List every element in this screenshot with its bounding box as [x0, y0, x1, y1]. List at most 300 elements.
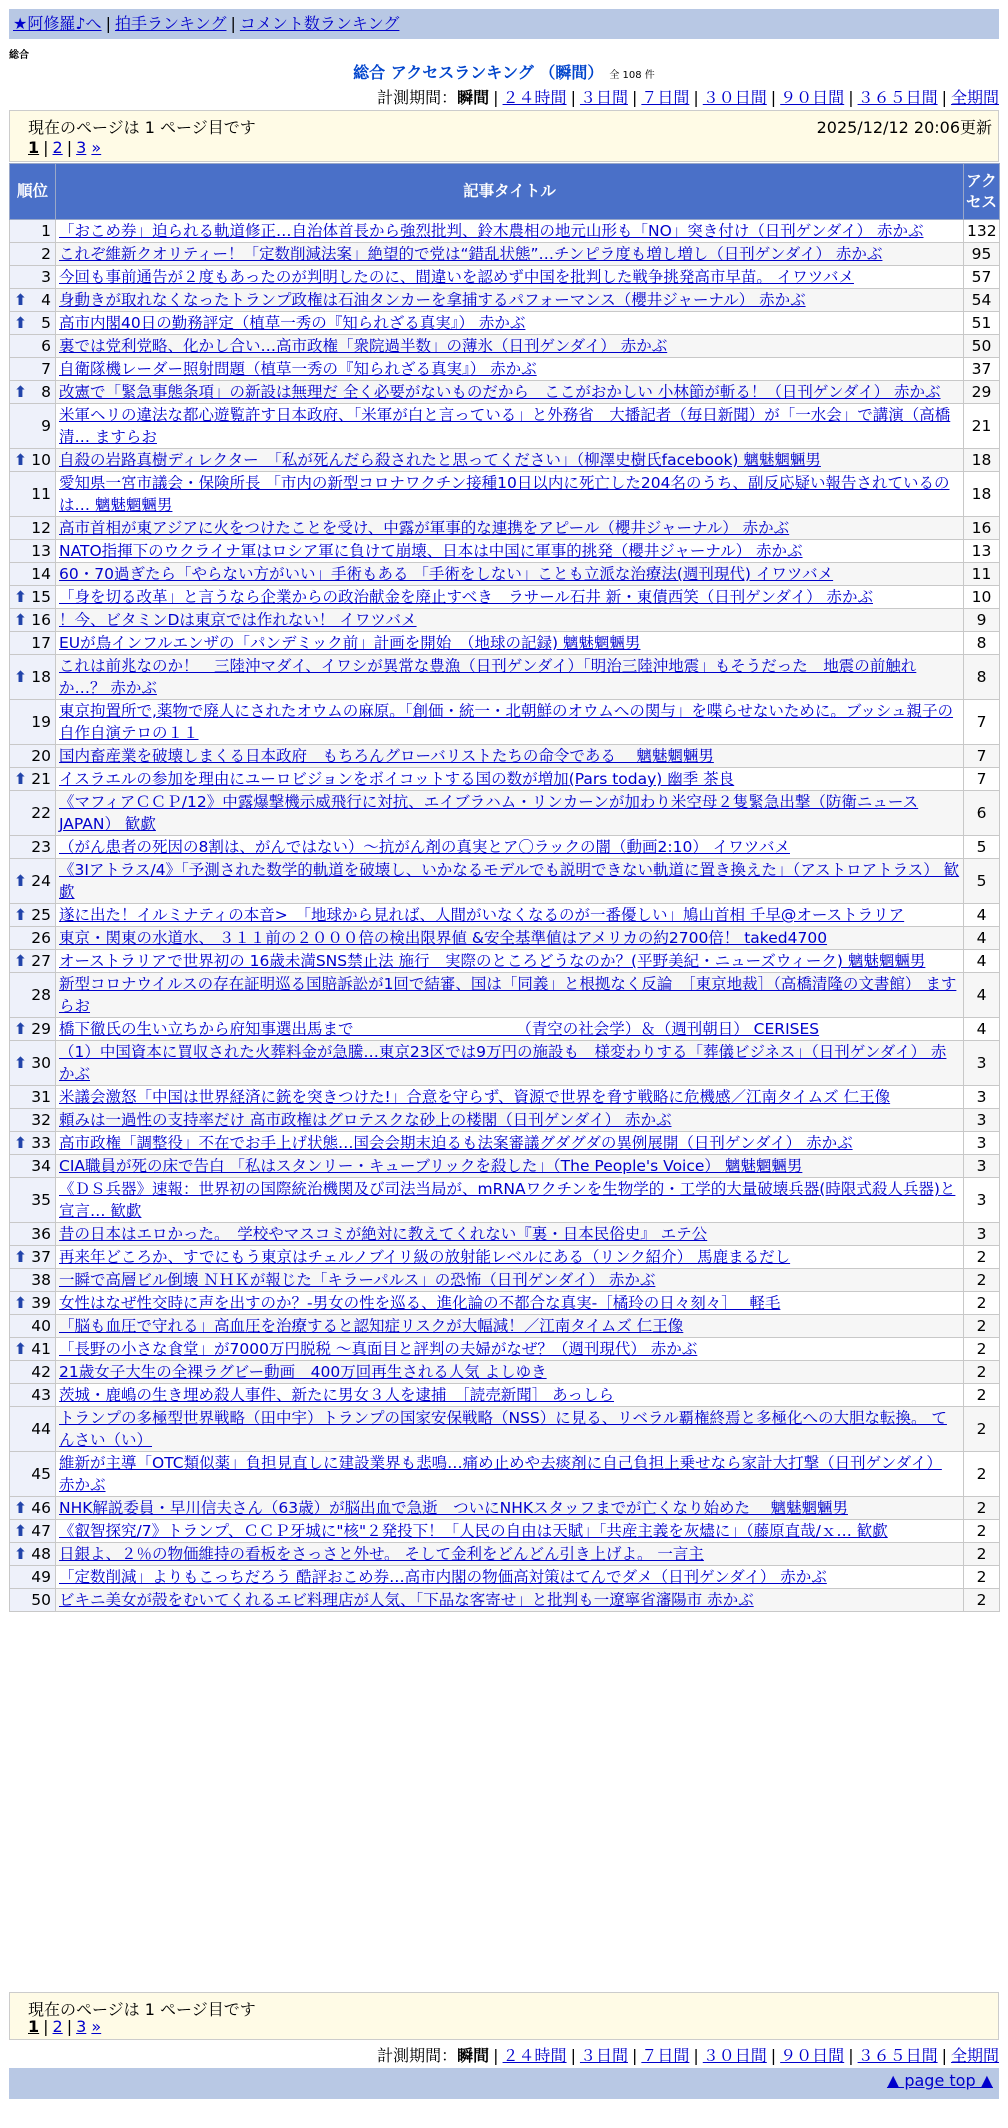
rank-number: 13: [31, 542, 51, 560]
access-count: 37: [964, 358, 1000, 381]
rank-number: 43: [31, 1386, 51, 1404]
period-separator: |: [941, 88, 947, 107]
arrow-up-icon: ⬆: [14, 1340, 27, 1358]
rank-number: 19: [31, 713, 51, 731]
article-title-link[interactable]: 21歳女子大生の全裸ラグビー動画 400万回再生される人気 よしゆき: [59, 1363, 547, 1381]
article-title-link[interactable]: 「長野の小さな食堂」が7000万円脱税 〜真面目と評判の夫婦がなぜ？（週刊現代） 赤かぶ: [59, 1340, 698, 1358]
article-title-link[interactable]: 「おこめ券」迫られる軌道修正…自治体首長から強烈批判、鈴木農相の地元山形も「NO」突き付け（日刊ゲンダイ） 赤かぶ: [59, 222, 924, 240]
access-count: 7: [964, 768, 1000, 791]
period-option-3[interactable]: ３０日間: [702, 2046, 767, 2065]
rank-number: 14: [31, 565, 51, 583]
pager-link-3[interactable]: 3: [76, 2017, 87, 2036]
rank-cell: [10, 791, 56, 836]
rank-cell: [10, 358, 56, 381]
rank-cell: [10, 609, 56, 632]
arrow-up-icon: ⬆: [14, 611, 27, 629]
access-count: 7: [964, 700, 1000, 745]
arrow-up-icon: ⬆: [14, 1134, 27, 1152]
title-cell: [56, 904, 964, 927]
table-row: [10, 1041, 1000, 1086]
title-cell: [56, 1543, 964, 1566]
period-selector-bottom: [377, 2043, 999, 2066]
article-title-link[interactable]: 茨城・鹿嶋の生き埋め殺人事件、新たに男女３人を逮捕 ［読売新聞］ あっしら: [59, 1386, 615, 1404]
title-cell: [56, 1566, 964, 1589]
rank-number: 38: [31, 1271, 51, 1289]
rank-number: 31: [31, 1088, 51, 1106]
header-access: アクセス: [964, 164, 1000, 220]
title-cell: [56, 1497, 964, 1520]
article-title-link[interactable]: 日銀よ、２％の物価維持の看板をさっさと外せ。 そして金利をどんどん引き上げよ。 一言主: [59, 1545, 704, 1563]
rank-number: 30: [31, 1054, 51, 1072]
table-row: [10, 1178, 1000, 1223]
title-cell: [56, 973, 964, 1018]
rank-number: 49: [31, 1568, 51, 1586]
title-cell: [56, 335, 964, 358]
access-count: 95: [964, 243, 1000, 266]
access-count: 2: [964, 1452, 1000, 1497]
table-row: [10, 220, 1000, 243]
article-title-link[interactable]: 米議会激怒「中国は世界経済に銃を突きつけた!」合意を守らず、資源で世界を脅す戦略に危機感／江南タイムズ 仁王像: [59, 1088, 891, 1106]
article-title-link[interactable]: 《3Iアトラス/4》「予測された数学的軌道を破壊し、いかなるモデルでも説明できない軌道に置き換えた」（アストロアトラス） 歓歔: [59, 861, 960, 901]
access-count: 4: [964, 950, 1000, 973]
table-row: [10, 655, 1000, 700]
article-title-link[interactable]: ビキニ美女が殻をむいてくれるエビ料理店が人気、「下品な客寄せ」と批判も一遼寧省瀋陽市 赤かぶ: [59, 1591, 754, 1609]
rank-cell: [10, 859, 56, 904]
rank-cell: [10, 289, 56, 312]
article-title-link[interactable]: 昔の日本はエロかった。 学校やマスコミが絶対に教えてくれない『裏・日本民俗史』 エテ公: [59, 1225, 708, 1243]
title-cell: [56, 1086, 964, 1109]
rank-number: 25: [31, 906, 51, 924]
period-option-1[interactable]: ３日間: [579, 2046, 628, 2065]
title-cell: [56, 381, 964, 404]
table-row: [10, 1155, 1000, 1178]
article-title-link[interactable]: 東京・関東の水道水、 ３１１前の２０００倍の検出限界値 &安全基準値はアメリカの約2700倍！ taked4700: [59, 929, 828, 947]
pager-link-2[interactable]: 2: [52, 138, 63, 157]
category-label: 総合: [9, 50, 29, 61]
article-title-link[interactable]: 維新が主導「OTC類似薬」負担見直しに建設業界も悲鳴…痛め止めや去痰剤に自己負担上乗せなら家計大打撃（日刊ゲンダイ） 赤かぶ: [59, 1454, 942, 1494]
title-cell: [56, 1178, 964, 1223]
title-cell: [56, 927, 964, 950]
period-option-2[interactable]: ７日間: [641, 2046, 690, 2065]
period-option-6[interactable]: 全期間: [950, 2046, 999, 2065]
title-cell: [56, 472, 964, 517]
article-title-link[interactable]: これぞ維新クオリティー！「定数削減法案」絶望的で党は“錯乱状態”…チンピラ度も増し増し（日刊ゲンダイ） 赤かぶ: [59, 245, 883, 263]
arrow-up-icon: ⬆: [14, 451, 27, 469]
rank-number: 3: [41, 268, 51, 286]
nav-link-comment-ranking[interactable]: コメント数ランキング: [239, 14, 400, 33]
table-row: [10, 1497, 1000, 1520]
table-row: [10, 791, 1000, 836]
article-title-link[interactable]: 女性はなぜ性交時に声を出すのか？-男女の性を巡る、進化論の不都合な真実-［橘玲の日々刻々］ 軽毛: [59, 1294, 781, 1312]
access-count: 18: [964, 472, 1000, 517]
period-option-5[interactable]: ３６５日間: [857, 2046, 938, 2065]
rank-number: 17: [31, 634, 51, 652]
rank-cell: [10, 655, 56, 700]
article-title-link[interactable]: 頼みは一過性の支持率だけ 高市政権はグロテスクな砂上の楼閣（日刊ゲンダイ） 赤かぶ: [59, 1111, 672, 1129]
title-cell: [56, 768, 964, 791]
pager-next[interactable]: »: [91, 2017, 102, 2036]
table-row: [10, 381, 1000, 404]
arrow-up-icon: ⬆: [14, 906, 27, 924]
rank-cell: [10, 1109, 56, 1132]
article-title-link[interactable]: 国内畜産業を破壊しまくる日本政府 もちろんグローバリストたちの命令である 魑魅魍魎男: [59, 747, 714, 765]
rank-cell: [10, 1223, 56, 1246]
rank-number: 22: [31, 804, 51, 822]
title-cell: [56, 1292, 964, 1315]
rank-number: 21: [31, 770, 51, 788]
article-title-link[interactable]: 高市政権「調整役」不在でお手上げ状態…国会会期末迫るも法案審議グダグダの異例展開（日刊ゲンダイ） 赤かぶ: [59, 1134, 853, 1152]
access-count: 9: [964, 609, 1000, 632]
rank-number: 1: [41, 222, 51, 240]
article-title-link[interactable]: 自殺の岩路真樹ディレクター 「私が死んだら殺されたと思ってください」（柳澤史樹氏facebook) 魑魅魍魎男: [59, 451, 821, 469]
rank-number: 46: [31, 1499, 51, 1517]
title-cell: [56, 1338, 964, 1361]
table-row: [10, 243, 1000, 266]
table-row: [10, 517, 1000, 540]
nav-link-clap-ranking[interactable]: 拍手ランキング: [114, 14, 227, 33]
access-count: 3: [964, 1086, 1000, 1109]
article-title-link[interactable]: 《ＤＳ兵器》速報：世界初の国際統治機関及び司法当局が、mRNAワクチンを生物学的・工学的大量破壊兵器(時限式殺人兵器)と宣言… 歓歔: [59, 1180, 956, 1220]
arrow-up-icon: ⬆: [14, 1499, 27, 1517]
title-cell: [56, 1269, 964, 1292]
table-row: [10, 1132, 1000, 1155]
access-count: 2: [964, 1315, 1000, 1338]
table-row: [10, 1338, 1000, 1361]
period-separator: |: [631, 88, 638, 107]
rank-cell: [10, 1520, 56, 1543]
rank-cell: [10, 1269, 56, 1292]
period-label: 計測期間：: [377, 2046, 458, 2065]
rank-number: 18: [31, 668, 51, 686]
title-cell: [56, 1109, 964, 1132]
article-title-link[interactable]: イスラエルの参加を理由にユーロビジョンをボイコットする国の数が増加(Pars today) 幽季 茶良: [59, 770, 735, 788]
title-cell: [56, 1223, 964, 1246]
access-count: 7: [964, 745, 1000, 768]
nav-link-home[interactable]: ★阿修羅♪へ: [13, 14, 102, 33]
article-title-link[interactable]: NHK解説委員・早川信夫さん（63歳）が脳出血で急逝 ついにNHKスタッフまでが亡くなり始めた 魑魅魍魎男: [59, 1499, 848, 1517]
article-title-link[interactable]: オーストラリアで世界初の 16歳未満SNS禁止法 施行 実際のところどうなのか？(平野美紀・ニューズウィーク) 魑魅魍魎男: [59, 952, 926, 970]
ranking-title: 総合 アクセスランキング （瞬間）: [353, 63, 604, 82]
access-count: 2: [964, 1407, 1000, 1452]
article-title-link[interactable]: 「定数削減」よりもこっちだろう 酷評おこめ券…高市内閣の物価高対策はてんでダメ（日刊ゲンダイ） 赤かぶ: [59, 1568, 827, 1586]
table-row: [10, 289, 1000, 312]
rank-cell: [10, 1041, 56, 1086]
rank-number: 26: [31, 929, 51, 947]
article-title-link[interactable]: 新型コロナウイルスの存在証明巡る国賠訴訟が1回で結審、国は「同義」と根拠なく反論 ［東京地裁］（高橋清隆の文書館） ますらお: [59, 975, 957, 1015]
access-count: 3: [964, 1109, 1000, 1132]
access-count: 3: [964, 1178, 1000, 1223]
rank-cell: [10, 1566, 56, 1589]
rank-number: 33: [31, 1134, 51, 1152]
rank-cell: [10, 1086, 56, 1109]
access-count: 2: [964, 1292, 1000, 1315]
access-count: 5: [964, 836, 1000, 859]
article-title-link[interactable]: ！今、ビタミンDは東京では作れない！ イワツバメ: [59, 611, 417, 629]
rank-cell: [10, 266, 56, 289]
article-title-link[interactable]: 自衛隊機レーダー照射問題（植草一秀の『知られざる真実』） 赤かぶ: [59, 360, 537, 378]
period-separator: |: [693, 2046, 699, 2065]
access-count: 132: [964, 220, 1000, 243]
table-row: [10, 540, 1000, 563]
access-count: 13: [964, 540, 1000, 563]
title-cell: [56, 1520, 964, 1543]
period-separator: |: [848, 88, 854, 107]
rank-cell: [10, 745, 56, 768]
article-title-link[interactable]: （がん患者の死因の8割は、がんではない）〜抗がん剤の真実とア〇ラックの闇（動画2:10） イワツバメ: [59, 838, 790, 856]
article-title-link[interactable]: NATO指揮下のウクライナ軍はロシア軍に負けて崩壊、日本は中国に軍事的挑発（櫻井ジャーナル） 赤かぶ: [59, 542, 803, 560]
article-title-link[interactable]: 60・70過ぎたら「やらない方がいい」手術もある 「手術をしない」ことも立派な治療法(週刊現代) イワツバメ: [59, 565, 834, 583]
access-count: 2: [964, 1269, 1000, 1292]
rank-cell: [10, 243, 56, 266]
article-title-link[interactable]: 遂に出た！イルミナティの本音> 「地球から見れば、人間がいなくなるのが一番優しい」鳩山首相 千早@オーストラリア: [59, 906, 905, 924]
pager-next[interactable]: »: [91, 138, 102, 157]
period-option-0[interactable]: ２４時間: [502, 2046, 567, 2065]
article-title-link[interactable]: 「身を切る改革」と言うなら企業からの政治献金を廃止すべき ラサール石井 新・東債西笑（日刊ゲンダイ） 赤かぶ: [59, 588, 873, 606]
pager-bottom: [28, 2017, 101, 2036]
bottom-bar: [9, 2068, 999, 2099]
ranking-title-block: [0, 60, 1008, 83]
rank-cell: [10, 472, 56, 517]
rank-number: 42: [31, 1363, 51, 1381]
title-cell: [56, 1361, 964, 1384]
title-cell: [56, 1132, 964, 1155]
rank-number: 4: [41, 291, 51, 309]
table-row: [10, 973, 1000, 1018]
page-info-panel-bottom: [9, 1992, 999, 2040]
rank-cell: [10, 904, 56, 927]
arrow-up-icon: ⬆: [14, 1522, 27, 1540]
period-separator: |: [941, 2046, 947, 2065]
title-cell: [56, 859, 964, 904]
table-row: [10, 335, 1000, 358]
title-cell: [56, 404, 964, 449]
article-title-link[interactable]: トランプの多極型世界戦略（田中宇）トランプの国家安保戦略（NSS）に見る、リベラル覇権終焉と多極化への大胆な転換。 てんさい（い）: [59, 1409, 947, 1449]
rank-cell: [10, 517, 56, 540]
access-count: 54: [964, 289, 1000, 312]
table-row: [10, 563, 1000, 586]
title-cell: [56, 1452, 964, 1497]
rank-cell: [10, 1497, 56, 1520]
pager-current: 1: [28, 2017, 40, 2036]
title-cell: [56, 243, 964, 266]
arrow-up-icon: ⬆: [14, 1294, 27, 1312]
access-count: 4: [964, 927, 1000, 950]
rank-cell: [10, 700, 56, 745]
article-title-link[interactable]: 一瞬で高層ビル倒壊 ＮＨＫが報じた「キラーパルス」の恐怖（日刊ゲンダイ） 赤かぶ: [59, 1271, 656, 1289]
access-count: 29: [964, 381, 1000, 404]
arrow-up-icon: ⬆: [14, 314, 27, 332]
access-count: 51: [964, 312, 1000, 335]
article-title-link[interactable]: 高市首相が東アジアに火をつけたことを受け、中露が軍事的な連携をアピール（櫻井ジャーナル） 赤かぶ: [59, 519, 790, 537]
access-count: 6: [964, 791, 1000, 836]
article-title-link[interactable]: 再来年どころか、すでにもう東京はチェルノブイリ級の放射能レベルにある（リンク紹介） 馬鹿まるだし: [59, 1248, 791, 1266]
table-row: [10, 1407, 1000, 1452]
rank-cell: [10, 1155, 56, 1178]
table-row: [10, 1246, 1000, 1269]
period-separator: |: [770, 88, 777, 107]
rank-cell: [10, 1178, 56, 1223]
period-option-4[interactable]: ９０日間: [780, 2046, 845, 2065]
rank-cell: [10, 335, 56, 358]
total-count: 全 108 件: [609, 70, 655, 81]
title-cell: [56, 609, 964, 632]
table-row: [10, 1543, 1000, 1566]
access-count: 2: [964, 1361, 1000, 1384]
rank-cell: [10, 1018, 56, 1041]
period-option-current: 瞬間: [457, 88, 490, 107]
title-cell: [56, 1018, 964, 1041]
access-count: 8: [964, 632, 1000, 655]
rank-cell: [10, 1384, 56, 1407]
access-count: 10: [964, 586, 1000, 609]
access-count: 2: [964, 1520, 1000, 1543]
period-option-5[interactable]: ３６５日間: [857, 88, 938, 107]
rank-number: 37: [31, 1248, 51, 1266]
period-selector-top: [377, 85, 999, 108]
rank-cell: [10, 449, 56, 472]
title-cell: [56, 517, 964, 540]
arrow-up-icon: ⬆: [14, 872, 27, 890]
article-title-link[interactable]: 《マフィアＣＣＰ/12》中露爆撃機示威飛行に対抗、エイブラハム・リンカーンが加わり米空母２隻緊急出撃（防衛ニュースJAPAN） 歓歔: [59, 793, 919, 833]
table-row: [10, 1520, 1000, 1543]
pager-separator: |: [66, 138, 73, 157]
access-count: 16: [964, 517, 1000, 540]
table-row: [10, 1384, 1000, 1407]
period-option-4[interactable]: ９０日間: [780, 88, 845, 107]
article-title-link[interactable]: 改憲で「緊急事態条項」の新設は無理だ 全く必要がないものだから ここがおかしい 小林節が斬る！（日刊ゲンダイ） 赤かぶ: [59, 383, 941, 401]
period-option-2[interactable]: ７日間: [641, 88, 690, 107]
arrow-up-icon: ⬆: [14, 291, 27, 309]
table-row: [10, 404, 1000, 449]
title-cell: [56, 540, 964, 563]
title-cell: [56, 655, 964, 700]
article-title-link[interactable]: EUが鳥インフルエンザの「パンデミック前」計画を開始 （地球の記録) 魑魅魍魎男: [59, 634, 641, 652]
table-header-row: [10, 164, 1000, 220]
table-row: [10, 1315, 1000, 1338]
rank-cell: [10, 1338, 56, 1361]
table-row: [10, 266, 1000, 289]
article-title-link[interactable]: 身動きが取れなくなったトランプ政権は石油タンカーを拿捕するパフォーマンス（櫻井ジャーナル） 赤かぶ: [59, 291, 806, 309]
rank-number: 35: [31, 1191, 51, 1209]
article-title-link[interactable]: 愛知県一宮市議会・保険所長 「市内の新型コロナワクチン接種10日以内に死亡した204名のうち、副反応疑い報告されているのは… 魑魅魍魎男: [59, 474, 950, 514]
table-row: [10, 836, 1000, 859]
arrow-up-icon: ⬆: [14, 668, 27, 686]
period-option-1[interactable]: ３日間: [579, 88, 628, 107]
rank-cell: [10, 220, 56, 243]
title-cell: [56, 836, 964, 859]
rank-cell: [10, 404, 56, 449]
rank-cell: [10, 836, 56, 859]
article-title-link[interactable]: 橋下徹氏の生い立ちから府知事選出馬まで （青空の社会学）＆（週刊朝日） CERISES: [59, 1020, 820, 1038]
title-cell: [56, 1246, 964, 1269]
period-separator: |: [493, 88, 499, 107]
table-row: [10, 859, 1000, 904]
article-title-link[interactable]: 《叡智探究/7》トランプ、ＣＣＰ牙城に"核"２発投下！「人民の自由は天賦」「共産主義を灰燼に」（藤原直哉/ｘ… 歓歔: [59, 1522, 888, 1540]
period-separator: |: [570, 2046, 576, 2065]
article-title-link[interactable]: これは前兆なのか！ 三陸沖マダイ、イワシが異常な豊漁（日刊ゲンダイ）「明治三陸沖地震」もそうだった 地震の前触れか…？ 赤かぶ: [59, 657, 917, 697]
rank-cell: [10, 768, 56, 791]
rank-number: 15: [31, 588, 51, 606]
rank-number: 28: [31, 986, 51, 1004]
rank-cell: [10, 1246, 56, 1269]
period-separator: |: [570, 88, 576, 107]
rank-cell: [10, 381, 56, 404]
period-separator: |: [770, 2046, 777, 2065]
arrow-up-icon: ⬆: [14, 383, 27, 401]
period-option-0[interactable]: ２４時間: [502, 88, 567, 107]
top-nav: [9, 9, 999, 39]
rank-number: 50: [31, 1591, 51, 1609]
table-row: [10, 1361, 1000, 1384]
nav-separator: |: [230, 14, 236, 33]
title-cell: [56, 700, 964, 745]
arrow-up-icon: ⬆: [14, 1248, 27, 1266]
pager-link-3[interactable]: 3: [76, 138, 87, 157]
period-option-current: 瞬間: [457, 2046, 490, 2065]
access-count: 8: [964, 655, 1000, 700]
pager-separator: |: [43, 138, 49, 157]
access-count: 21: [964, 404, 1000, 449]
article-title-link[interactable]: 米軍ヘリの違法な都心遊覧許す日本政府、「米軍が白と言っている」と外務省 大播記者（毎日新聞）が「一水会」で講演（高橋清… ますらお: [59, 406, 951, 446]
rank-number: 36: [31, 1225, 51, 1243]
rank-cell: [10, 1543, 56, 1566]
rank-cell: [10, 1292, 56, 1315]
access-count: 4: [964, 973, 1000, 1018]
rank-cell: [10, 927, 56, 950]
rank-number: 40: [31, 1317, 51, 1335]
period-separator: |: [493, 2046, 499, 2065]
title-cell: [56, 586, 964, 609]
period-option-3[interactable]: ３０日間: [702, 88, 767, 107]
period-option-6[interactable]: 全期間: [950, 88, 999, 107]
rank-cell: [10, 950, 56, 973]
article-title-link[interactable]: CIA職員が死の床で告白 「私はスタンリー・キューブリックを殺した」（The People's Voice） 魑魅魍魎男: [59, 1157, 803, 1175]
rank-cell: [10, 1452, 56, 1497]
pager-separator: |: [66, 2017, 73, 2036]
access-count: 2: [964, 1566, 1000, 1589]
arrow-up-icon: ⬆: [14, 952, 27, 970]
article-title-link[interactable]: 「脳も血圧で守れる」高血圧を治療すると認知症リスクが大幅減！／江南タイムズ 仁王像: [59, 1317, 684, 1335]
article-title-link[interactable]: 高市内閣40日の勤務評定（植草一秀の『知られざる真実』） 赤かぶ: [59, 314, 526, 332]
rank-cell: [10, 1361, 56, 1384]
table-row: [10, 586, 1000, 609]
page-top-link[interactable]: ▲ page top ▲: [886, 2071, 993, 2090]
arrow-up-icon: ⬆: [14, 1054, 27, 1072]
table-row: [10, 312, 1000, 335]
rank-number: 32: [31, 1111, 51, 1129]
table-row: [10, 700, 1000, 745]
pager-top: [28, 138, 101, 157]
table-row: [10, 1223, 1000, 1246]
title-cell: [56, 449, 964, 472]
rank-number: 27: [31, 952, 51, 970]
article-title-link[interactable]: 裏では党利党略、化かし合い…高市政権「衆院過半数」の薄氷（日刊ゲンダイ） 赤かぶ: [59, 337, 668, 355]
article-title-link[interactable]: 今回も事前通告が２度もあったのが判明したのに、間違いを認めず中国を批判した戦争挑発高市早苗。 イワツバメ: [59, 268, 854, 286]
rank-number: 48: [31, 1545, 51, 1563]
rank-cell: [10, 1132, 56, 1155]
table-row: [10, 1269, 1000, 1292]
article-title-link[interactable]: （1）中国資本に買収された火葬料金が急騰…東京23区では9万円の施設も 様変わりする「葬儀ビジネス」（日刊ゲンダイ） 赤かぶ: [59, 1043, 947, 1083]
article-title-link[interactable]: 東京拘置所で,薬物で廃人にされたオウムの麻原。「創価・統一・北朝鮮のオウムへの関与」を喋らせないために。ブッシュ親子の自作自演テロの１１: [59, 702, 954, 742]
rank-number: 2: [41, 245, 51, 263]
pager-link-2[interactable]: 2: [52, 2017, 63, 2036]
rank-cell: [10, 632, 56, 655]
table-row: [10, 632, 1000, 655]
rank-number: 20: [31, 747, 51, 765]
rank-number: 10: [31, 451, 51, 469]
table-row: [10, 1109, 1000, 1132]
access-count: 2: [964, 1384, 1000, 1407]
